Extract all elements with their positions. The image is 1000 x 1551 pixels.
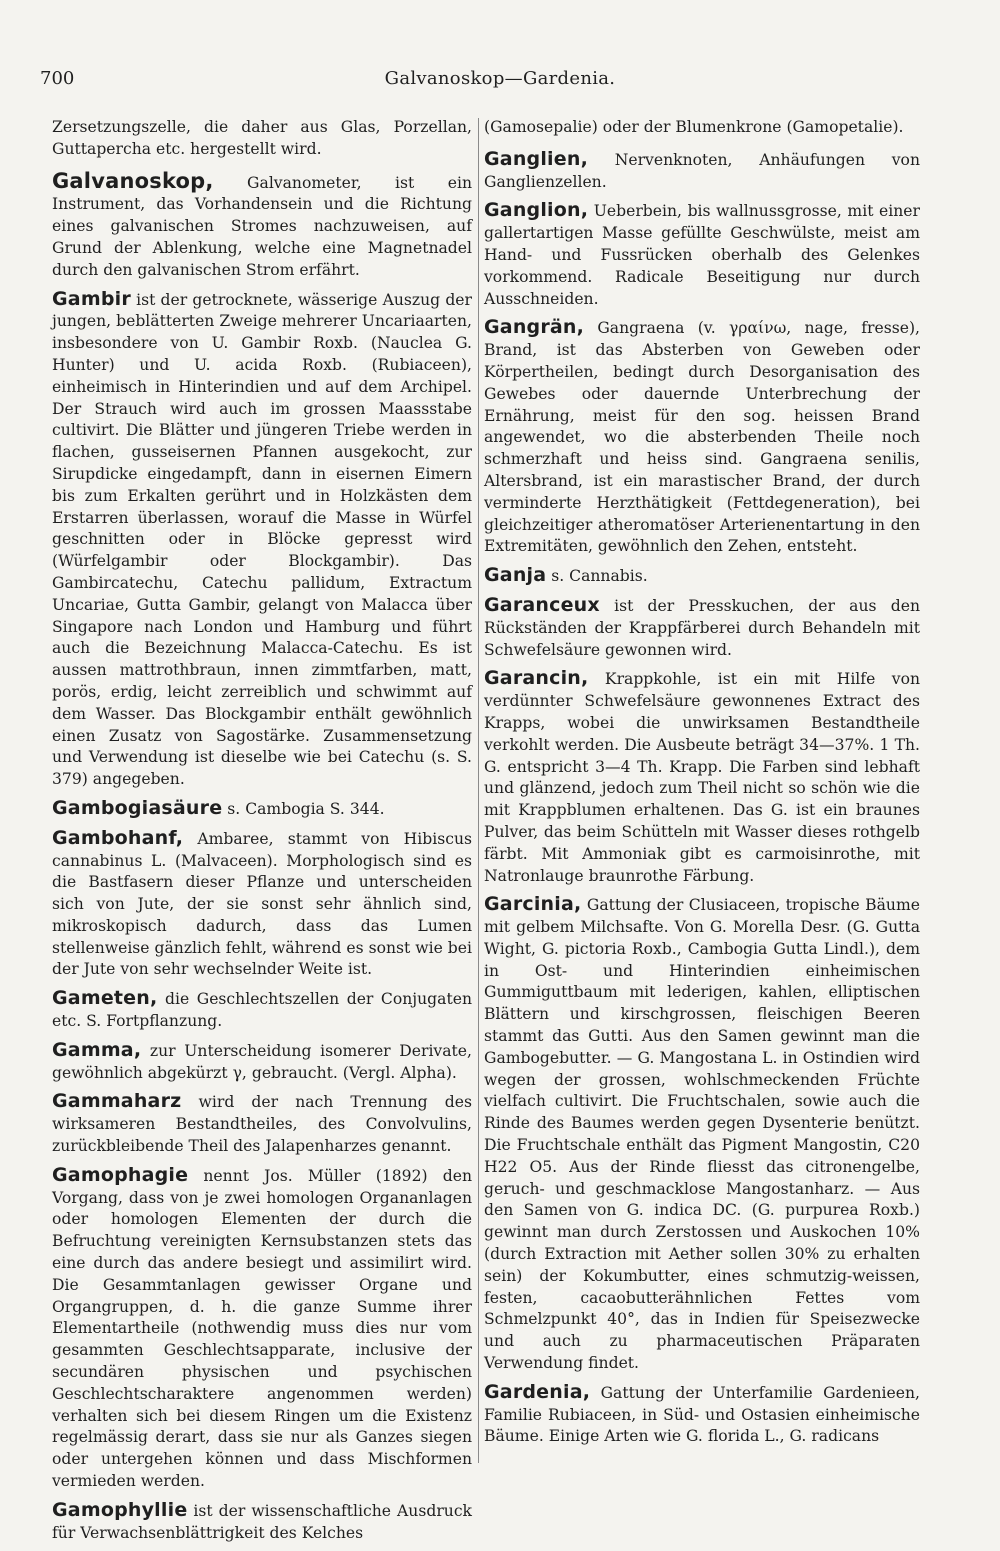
dictionary-entry — [484, 565, 920, 588]
entry-text: nennt Jos. Müller (1892) den Vorgang, dass von je zwei homologen Organanlagen oder homologen Elementen der durch die Befruchtung vereinigten Kernsubstanzen stets das eine durch das andere besiegt und assimilirt wird. Die Gesammtanlagen gewisser Organe und Organgruppen, d. h. die ganze Summe ihrer Elementartheile (nothwendig muss dies nur vom gesammten Geschlechtsapparate, inclusive der secundären physischen und psychischen Geschlechtscharaktere angenommen werden) verhalten sich bei diesem Ringen um die Existenz regelmässig derart, dass sie nur als Ganzes siegen oder untergehen können und dass Mischformen vermieden werden. — [52, 1166, 472, 1491]
entry-headword: Garanceux — [484, 593, 600, 616]
entry-text: zur Unterscheidung isomerer Derivate, gewöhnlich abgekürzt γ, gebraucht. (Vergl. Alpha). — [52, 1041, 472, 1082]
entry-headword: Ganglion, — [484, 199, 589, 222]
entry-headword: Gameten, — [52, 987, 158, 1010]
entry-headword: Galvanoskop, — [52, 168, 214, 193]
entry-headword: Ganglien, — [484, 147, 588, 170]
entry-headword: Garancin, — [484, 667, 589, 690]
entry-text: s. Cambogia S. 344. — [222, 799, 385, 818]
entry-headword: Gamophagie — [52, 1163, 189, 1186]
entry-text: Ueberbein, bis wallnussgrosse, mit einer gallertartigen Masse gefüllte Geschwülste, meist am Hand- und Fussrücken oberhalb des Gelenkes vorkommend. Radicale Beseitigung nur durch Ausschneiden. — [484, 202, 920, 308]
dictionary-entry — [484, 894, 920, 1375]
page-number: 700 — [40, 68, 75, 89]
dictionary-entry — [52, 117, 472, 161]
dictionary-entry — [484, 1382, 920, 1448]
entry-text: Gangraena (v. γραίνω, nage, fresse), Brand, ist das Absterben von Geweben oder Körpertheilen, bedingt durch Desorganisation des Gewebes oder dauernde Unterbrechung der Ernährung, meist für den sog. heissen Brand angewendet, wo die absterbenden Theile noch schmerzhaft und heiss sind. Gangraena senilis, Altersbrand, ist ein marastischer Brand, der durch verminderte Herzthätigkeit (Fettdegeneration), bei gleichzeitiger atheromatöser Arterienentartung in den Extremitäten, gewöhnlich den Zehen, entsteht. — [484, 319, 920, 556]
entry-text: ist der wissenschaftliche Ausdruck für Verwachsenblättrigkeit des Kelches — [52, 1501, 472, 1542]
entry-text: (Gamosepalie) oder der Blumenkrone (Gamopetalie). — [484, 118, 904, 136]
entry-text: Galvanometer, ist ein Instrument, das Vorhandensein und die Richtung eines galvanischen Stromes nachzuweisen, auf Grund der Ablenkung, welche eine Magnetnadel durch den galvanischen Strom erfährt. — [52, 173, 472, 279]
entry-text: Krappkohle, ist ein mit Hilfe von verdünnter Schwefelsäure gewonnenes Extract des Krapps, wobei die unwirksamen Bestandtheile verkohlt werden. Die Ausbeute beträgt 34—37%. 1 Th. G. entspricht 3—4 Th. Krapp. Die Farben sind lebhaft und glänzend, jedoch zum Theil nicht so schön wie die mit Krappblumen erhaltenen. Das G. ist ein braunes Pulver, das beim Schütteln mit Wasser dieses rothgelb färbt. Mit Ammoniak gibt es carmoisinrothe, mit Natronlauge braunrothe Färbung. — [484, 670, 920, 885]
column-divider — [478, 118, 479, 1463]
dictionary-entry — [52, 1165, 472, 1493]
entry-text: Gattung der Clusiaceen, tropische Bäume mit gelbem Milchsafte. Von G. Morella Desr. (G. Gutta Wight, G. pictoria Roxb., Cambogia Gutta Lindl.), dem in Ost- und Hinterindien einheimischen Gummiguttbaum mit lederigen, kahlen, elliptischen Blättern und kirschgrossen, fleischigen Beeren stammt das Gutti. Aus den Samen gewinnt man die Gambogebutter. — G. Mangostana L. in Ostindien wird wegen der grossen, wohlschmeckenden Früchte vielfach cultivirt. Die Fruchtschalen, sowie auch die Rinde des Baumes werden gegen Dysenterie benützt. Die Fruchtschale enthält das Pigment Mangostin, C20 H22 O5. Aus der Rinde fliesst das citronengelbe, geruch- und geschmacklose Mangostanharz. — Aus den Samen von G. indica DC. (G. purpurea Roxb.) gewinnt man durch Zerstossen und Auskochen 10% (durch Extraction mit Aether sollen 30% zu erhalten sein) der Kokumbutter, eines schmutzig-weissen, festen, cacaobutterähnlichen Fettes vom Schmelzpunkt 40°, das in Indien für Speisezwecke und auch zu pharmaceutischen Präparaten Verwendung findet. — [484, 896, 920, 1373]
entry-text: wird der nach Trennung des wirksameren Bestandtheiles, des Convolvulins, zurückbleibende Theil des Jalapenharzes genannt. — [52, 1093, 472, 1156]
entry-headword: Gardenia, — [484, 1380, 591, 1403]
dictionary-entry — [484, 117, 920, 139]
entry-headword: Gambir — [52, 287, 131, 310]
entry-text: ist der Presskuchen, der aus den Rückständen der Krappfärberei durch Behandeln mit Schwefelsäure gewonnen wird. — [484, 596, 920, 659]
dictionary-entry — [52, 798, 472, 821]
entry-headword: Gambogiasäure — [52, 796, 223, 819]
left-column — [52, 117, 472, 1551]
dictionary-entry — [484, 200, 920, 310]
dictionary-entry — [52, 168, 472, 282]
page-header — [0, 68, 1000, 98]
dictionary-entry — [484, 668, 920, 887]
entry-headword: Garcinia, — [484, 893, 582, 916]
entry-text: Ambaree, stammt von Hibiscus cannabinus L. (Malvaceen). Morphologisch sind es die Bastfasern dieser Pflanze und unterscheiden sich von Jute, der sie sonst sehr ähnlich sind, mikroskopisch dadurch, dass das Lumen stellenweise gänzlich fehlt, während es sonst wie bei der Jute von sehr wechselnder Weite ist. — [52, 829, 472, 979]
dictionary-entry — [52, 289, 472, 791]
entry-headword: Gamophyllie — [52, 1498, 188, 1521]
entry-headword: Gambohanf, — [52, 826, 184, 849]
dictionary-entry — [52, 988, 472, 1033]
dictionary-entry — [52, 1091, 472, 1157]
dictionary-entry — [52, 1040, 472, 1085]
entry-text: s. Cannabis. — [546, 567, 648, 586]
entry-text: Zersetzungszelle, die daher aus Glas, Porzellan, Guttapercha etc. hergestellt wird. — [52, 118, 472, 158]
dictionary-entry — [484, 317, 920, 558]
dictionary-entry — [484, 149, 920, 194]
entry-text: ist der getrocknete, wässerige Auszug der jungen, beblätterten Zweige mehrerer Uncariaarten, insbesondere von U. Gambir Roxb. (Nauclea G. Hunter) und U. acida Roxb. (Rubiaceen), einheimisch in Hinterindien und auf dem Archipel. Der Strauch wird auch im grossen Maassstabe cultivirt. Die Blätter und jüngeren Triebe werden in flachen, gusseisernen Pfannen ausgekocht, zur Sirupdicke eingedampft, dann in eisernen Eimern bis zum Erkalten gerührt und in Holzkästen dem Erstarren überlassen, worauf die Masse in Würfel geschnitten oder in Blöcke gepresst wird (Würfelgambir oder Blockgambir). Das Gambircatechu, Catechu pallidum, Extractum Uncariae, Gutta Gambir, gelangt von Malacca über Singapore nach London und Hamburg und führt auch die Bezeichnung Malacca-Catechu. Es ist aussen mattrothbraun, innen zimmtfarben, matt, porös, erdig, leicht zerreiblich und schwimmt auf dem Wasser. Das Blockgambir enthält gewöhnlich einen Zusatz von Sagostärke. Zusammensetzung und Verwendung ist dieselbe wie bei Catechu (s. S. 379) angegeben. — [52, 290, 472, 789]
dictionary-entry — [484, 595, 920, 661]
running-title: Galvanoskop—Gardenia. — [384, 68, 616, 89]
entry-headword: Gangrän, — [484, 316, 585, 339]
entry-text: Gattung der Unterfamilie Gardenieen, Familie Rubiaceen, in Süd- und Ostasien einheimische Bäume. Einige Arten wie G. florida L., G. radicans — [484, 1383, 920, 1446]
right-column — [484, 117, 920, 1455]
dictionary-entry — [52, 828, 472, 982]
entry-headword: Gamma, — [52, 1038, 142, 1061]
entry-headword: Gammaharz — [52, 1090, 182, 1113]
entry-headword: Ganja — [484, 564, 547, 587]
entry-text: Nervenknoten, Anhäufungen von Ganglienzellen. — [484, 150, 920, 191]
dictionary-entry — [52, 1500, 472, 1545]
entry-text: die Geschlechtszellen der Conjugaten etc. S. Fortpflanzung. — [52, 990, 472, 1031]
